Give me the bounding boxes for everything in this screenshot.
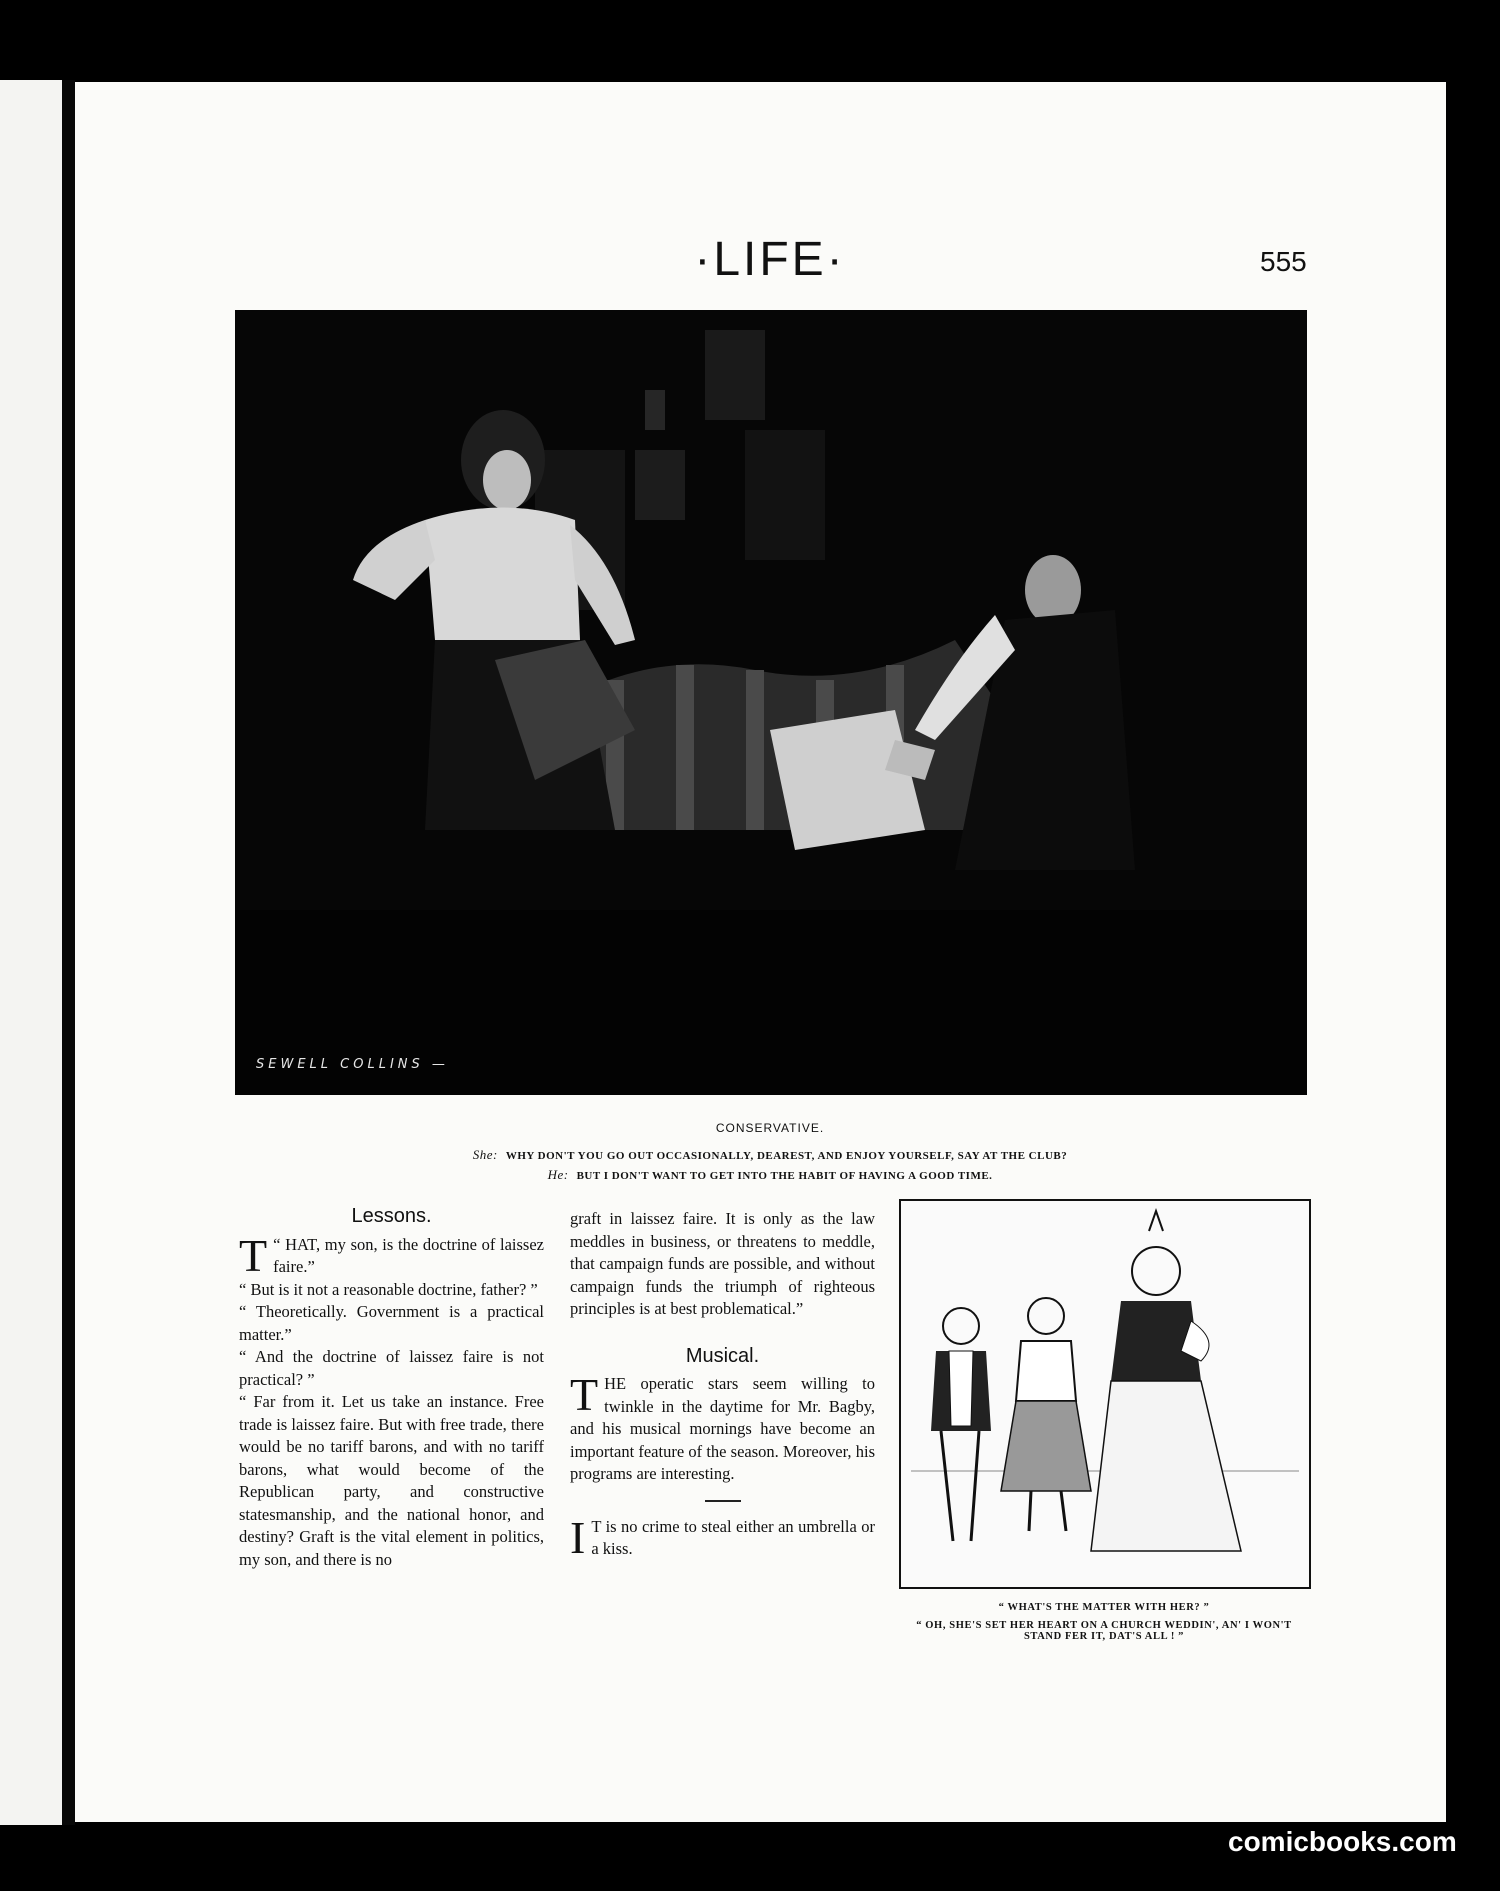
lessons-paragraph: “ But is it not a reasonable doctrine, father? ” [239,1279,538,1299]
open-quote: “ [273,1234,281,1254]
page-number: 555 [1260,246,1307,277]
masthead-title: ·LIFE· [694,233,846,286]
paragraph-text: HAT, my son, is the doctrine of laissez faire.” [273,1234,544,1276]
gutter [62,80,75,1825]
caption-speaker: He: [547,1167,569,1182]
musical-heading: Musical. [685,1344,760,1367]
lessons-paragraph: “ Theoretically. Government is a practical matter.” [239,1302,544,1344]
caption-line-she [300,1147,1240,1163]
main-illustration [235,310,1307,1095]
cartoon-caption-line-1: “ WHAT'S THE MATTER WITH HER? ” [998,1602,1210,1613]
lessons-paragraph: “ Far from it. Let us take an instance. Free trade is laissez faire. But with free trade, there would be no tariff barons, and with no tariff barons, what would become of the Republican party, and constructive statesmanship, and the national honor, and destiny? Graft is the vital element in politics, my son, and there is no [239,1392,544,1569]
illustration-drawing [235,310,1307,1095]
caption-text: BUT I DON'T WANT TO GET INTO THE HABIT OF HAVING A GOOD TIME. [576,1170,993,1182]
filler-paragraph [570,1511,875,1563]
lessons-paragraph [239,1229,544,1281]
musical-paragraph [570,1369,875,1486]
drop-cap: I [570,1511,586,1563]
illustration-caption-title: CONSERVATIVE. [715,1121,825,1135]
lessons-paragraph-continued: graft in laissez faire. It is only as the law meddles in business, or threatens to meddle, that campaign funds are possible, and without campaign funds the triumph of righteous principles is at best problematical.” [570,1209,875,1318]
section-rule [705,1500,741,1502]
cartoon-drawing [901,1201,1309,1587]
cartoon-panel [899,1199,1311,1589]
caption-speaker: She: [472,1147,498,1162]
illustration-signature: SEWELL COLLINS — [256,1057,449,1072]
lessons-column [239,1205,544,1571]
site-watermark: comicbooks.com [1228,1826,1457,1857]
paragraph-text: T is no crime to steal either an umbrella or a kiss. [591,1516,875,1558]
cartoon-caption-line-2: “ OH, SHE'S SET HER HEART ON A CHURCH WEDDIN', AN' I WON'T STAND FER IT, DAT'S ALL ! ” [916,1620,1292,1642]
middle-column [570,1208,875,1561]
paragraph-text: HE operatic stars seem willing to twinkle in the daytime for Mr. Bagby, and his musical mornings have become an important feature of the season. Moreover, his programs are interesting. [570,1374,875,1483]
caption-text: WHY DON'T YOU GO OUT OCCASIONALLY, DEAREST, AND ENJOY YOURSELF, SAY AT THE CLUB? [505,1150,1068,1162]
drop-cap: T [570,1369,599,1420]
facing-page-edge [0,80,62,1825]
lessons-heading: Lessons. [351,1205,432,1227]
lessons-paragraph: “ And the doctrine of laissez faire is not practical? ” [239,1347,544,1389]
caption-line-he [300,1167,1240,1183]
drop-cap: T [239,1229,268,1281]
